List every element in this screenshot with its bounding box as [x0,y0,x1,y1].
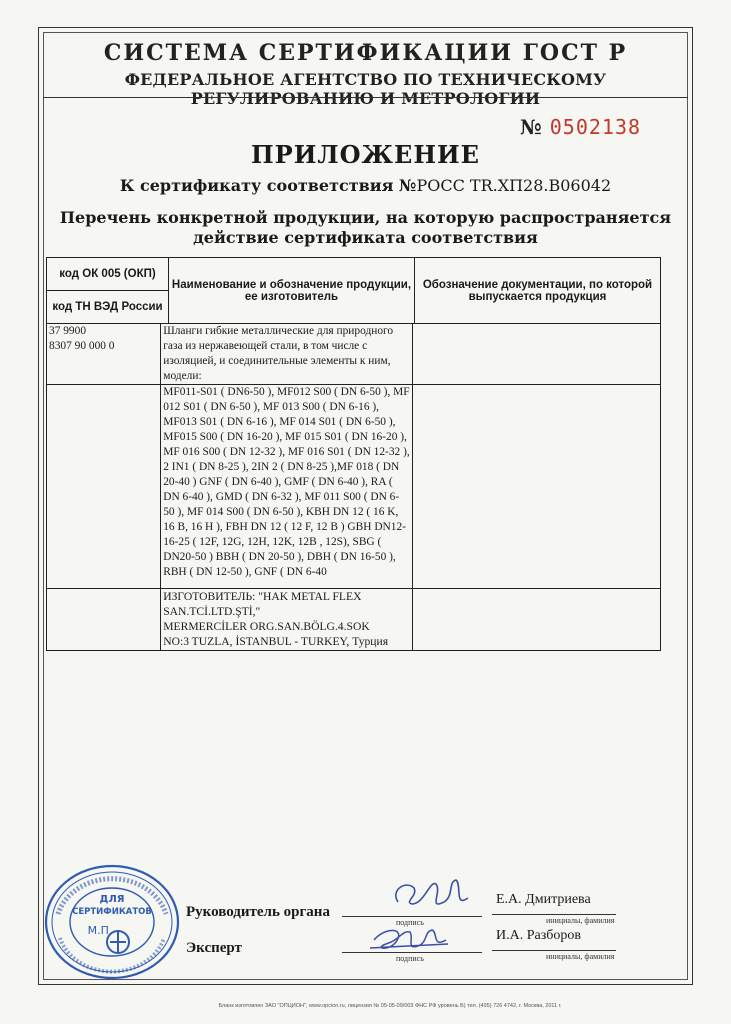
head-signature-line [342,916,482,917]
stamp-mp: М.П. [87,924,113,937]
col2-header: Наименование и обозначение продукции, ее изготовитель [169,258,415,324]
agency-name: ФЕДЕРАЛЬНОЕ АГЕНТСТВО ПО ТЕХНИЧЕСКОМУ РЕГУЛИРОВАНИЮ И МЕТРОЛОГИИ [124,70,607,108]
certification-stamp [42,860,182,980]
expert-signature-caption: подпись [396,954,424,963]
table-header [46,257,661,324]
printer-footer: Бланк изготовлен ЗАО "ОПЦИОН", www.opcion.ru, лицензия № 05-05-09/003 ФНС РФ уровень Б) тел. (495) 726 4742, г. Москва, 2011 г. [218,1003,562,1009]
head-signature-caption: подпись [396,918,424,927]
list-heading [43,208,688,248]
code-cell [47,589,161,651]
head-name-line [492,914,616,915]
col1-header-bottom: код ТН ВЭД России [47,291,169,324]
document-title: ПРИЛОЖЕНИЕ [251,140,480,169]
products-table [46,323,661,651]
form-number-row [520,115,641,139]
number-sign: № [520,115,542,139]
documentation-cell [413,385,661,589]
rst-logo-icon [107,931,129,953]
documentation-cell [413,589,661,651]
manufacturer-cell [161,589,413,651]
code-cell [47,324,161,385]
expert-signature-line [342,952,482,953]
col1-header-top: код ОК 005 (ОКП) [47,258,169,291]
manufacturer-line: NO:3 TUZLA, İSTANBUL - TURKEY, Турция [163,635,389,648]
expert-signature-block [186,928,686,970]
documentation-cell [413,324,661,385]
table-row [47,324,661,385]
cert-prefix: К сертификату соответствия № [119,176,417,195]
expert-name-line [492,950,616,951]
models-cell: MF011-S01 ( DN6-50 ), MF012 S00 ( DN 6-50 ), MF 012 S01 ( DN 6-50 ), MF 013 S00 ( DN 6-16 ), MF013 S01 ( DN 6-16 ), MF 014 S01 ( DN 6-50 ), MF015 S00 ( DN 16-20 ), MF 015 S01 ( DN 16-20 ), MF 016 S00 ( DN 12-32 ), MF 016 S01 ( DN 12-32 ), 2 IN1 ( DN 8-25 ), 2IN 2 ( DN 8-25 ),MF 018 ( DN 20-40 ) GNF ( DN 6-40 ), GMF ( DN 6-40 ), RA ( DN 6-40 ), GMD ( DN 6-32 ), MF 011 S00 ( DN 6- 50 ), MF 014 S00 ( DN 6-50 ), KBH DN 12 ( 16 K, 16 B, 16 H ), FBH DN 12 ( 12 F, 12 B ) GBH DN12-16-25 ( 12F, 12G, 12H, 12K, 12B , 12S), SBG ( DN20-50 ) BBH ( DN 20-50 ), DBH ( DN 16-50 ), RBH ( DN 12-50 ), GNF ( DN 6-40 [161,385,413,589]
expert-name-caption: инициалы, фамилия [546,952,615,961]
table-row [47,385,661,589]
code-tnved: 8307 90 000 0 [49,340,115,352]
list-heading-line2: действие сертификата соответствия [193,228,538,247]
header-divider [43,97,688,98]
head-role: Руководитель органа [186,904,330,920]
manufacturer-line: ИЗГОТОВИТЕЛЬ: "HAK METAL FLEX [163,590,362,603]
description-cell: Шланги гибкие металлические для природного газа из нержавеющей стали, в том числе с изоляцией, и соединительные элементы к ним, модели: [161,324,413,385]
certificate-reference [43,176,688,195]
table-row [47,589,661,651]
form-number: 0502138 [549,115,642,139]
cert-number: РОСС TR.ХП28.В06042 [416,176,612,195]
stamp-text-top: ДЛЯ [99,894,125,905]
code-okp: 37 9900 [49,325,87,337]
expert-role: Эксперт [186,940,242,956]
head-signature [384,874,474,918]
system-title: СИСТЕМА СЕРТИФИКАЦИИ ГОСТ Р [103,40,628,66]
manufacturer-line: SAN.TCİ.LTD.ŞTİ," [163,605,261,618]
expert-name: И.А. Разборов [496,928,581,943]
manufacturer-line: MERMERCİLER ORG.SAN.BÖLG.4.SOK [163,620,370,633]
code-cell [47,385,161,589]
col3-header: Обозначение документации, по которой выпускается продукция [414,258,660,324]
head-name: Е.А. Дмитриева [496,892,591,907]
stamp-text-middle: СЕРТИФИКАТОВ [72,907,152,917]
list-heading-line1: Перечень конкретной продукции, на которую распространяется [59,208,672,227]
head-name-caption: инициалы, фамилия [546,916,615,925]
